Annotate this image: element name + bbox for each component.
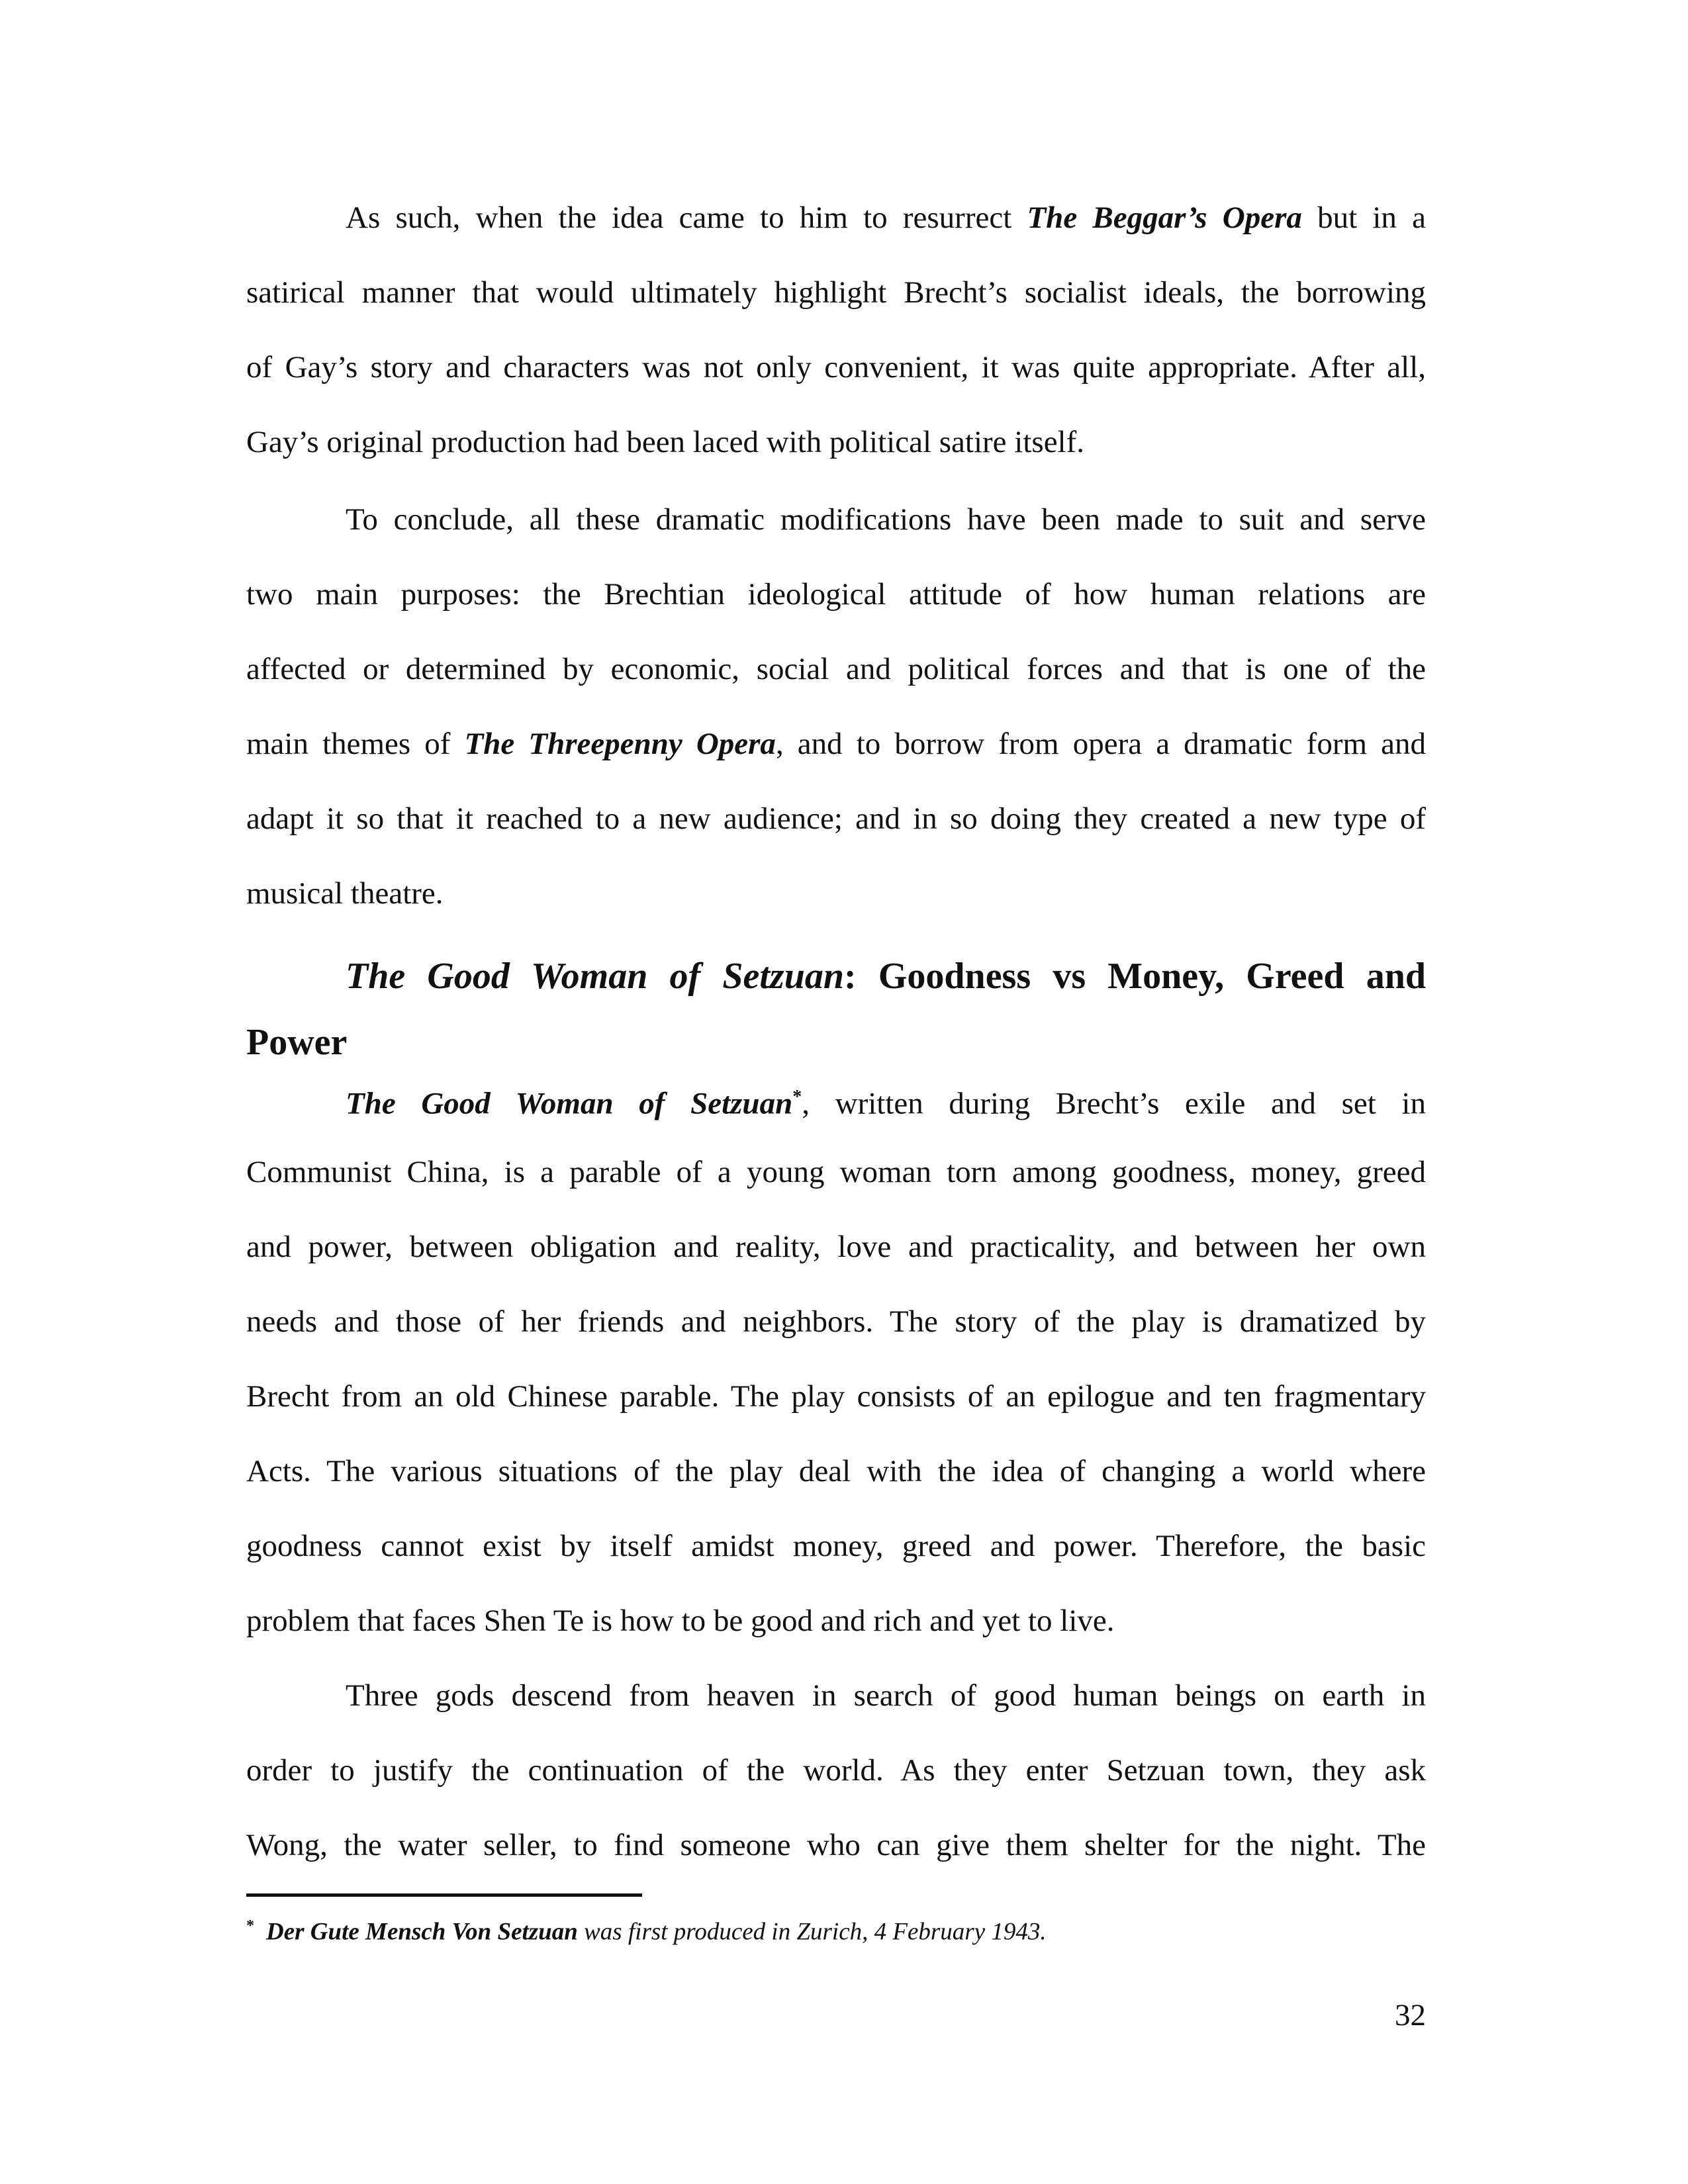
paragraph-1-line-1	[346, 198, 1426, 238]
paragraph-2-line-6: musical theatre.	[246, 876, 444, 911]
paragraph-3-line-2: Communist China, is a parable of a young woman torn among goodness, money, greed	[246, 1155, 1426, 1189]
heading-play-title: The Good Woman of Setzuan	[346, 956, 845, 997]
paragraph-3-line-1	[346, 1077, 1426, 1121]
text-run: but in a	[1301, 201, 1426, 235]
paragraph-2-line-1: To conclude, all these dramatic modifications have been made to suit and serve	[346, 502, 1426, 537]
footnote-text: was first produced in Zurich, 4 February 1943.	[577, 1918, 1047, 1946]
heading-subtitle: Goodness vs Money, Greed and	[856, 956, 1426, 997]
paragraph-3-line-6: Acts. The various situations of the play deal with the idea of changing a world where	[246, 1454, 1426, 1488]
heading-colon: :	[844, 956, 857, 997]
text-run: , and to borrow from opera a dramatic form and	[775, 727, 1426, 761]
footnote-mark: *	[246, 1917, 254, 1934]
paragraph-3-line-4: needs and those of her friends and neighbors. The story of the play is dramatized by	[246, 1304, 1426, 1339]
paragraph-4-line-1: Three gods descend from heaven in search of good human beings on earth in	[346, 1678, 1426, 1713]
footnote	[246, 1909, 1047, 1948]
paragraph-4-line-3: Wong, the water seller, to find someone who can give them shelter for the night. The	[246, 1828, 1426, 1862]
paragraph-1-line-2: satirical manner that would ultimately highlight Brecht’s socialist ideals, the borrowing	[246, 275, 1426, 310]
text-run: As such, when the idea came to him to resurrect	[346, 201, 1027, 235]
paragraph-3-line-5: Brecht from an old Chinese parable. The play consists of an epilogue and ten fragmentary	[246, 1379, 1426, 1414]
paragraph-1-line-3: of Gay’s story and characters was not only convenient, it was quite appropriate. After all,	[246, 350, 1426, 385]
text-run: , written during Brecht’s exile and set in	[802, 1086, 1426, 1121]
page-number: 32	[1395, 1998, 1426, 2032]
play-title-threepenny-opera: The Threepenny Opera	[464, 727, 776, 761]
footnote-reference[interactable]: *	[792, 1087, 802, 1107]
section-heading	[346, 953, 1426, 999]
paragraph-2-line-2: two main purposes: the Brechtian ideological attitude of how human relations are	[246, 577, 1426, 612]
text-run: main themes of	[246, 727, 465, 761]
paragraph-2-line-3: affected or determined by economic, social and political forces and that is one of the	[246, 652, 1426, 686]
section-heading-line-2: Power	[246, 1022, 348, 1063]
play-title-beggars-opera: The Beggar’s Opera	[1027, 201, 1302, 235]
paragraph-1-line-4: Gay’s original production had been laced with political satire itself.	[246, 425, 1085, 459]
paragraph-2-line-5: adapt it so that it reached to a new audience; and in so doing they created a new type of	[246, 801, 1426, 836]
play-title-good-woman: The Good Woman of Setzuan	[346, 1086, 793, 1121]
footnote-separator	[246, 1893, 642, 1897]
paragraph-3-line-3: and power, between obligation and reality, love and practicality, and between her own	[246, 1230, 1426, 1264]
paragraph-3-line-8: problem that faces Shen Te is how to be good and rich and yet to live.	[246, 1604, 1115, 1638]
footnote-play-title: Der Gute Mensch Von Setzuan	[266, 1918, 578, 1946]
paragraph-4-line-2: order to justify the continuation of the world. As they enter Setzuan town, they ask	[246, 1753, 1426, 1788]
paragraph-2-line-4	[246, 724, 1426, 764]
paragraph-3-line-7: goodness cannot exist by itself amidst money, greed and power. Therefore, the basic	[246, 1529, 1426, 1563]
